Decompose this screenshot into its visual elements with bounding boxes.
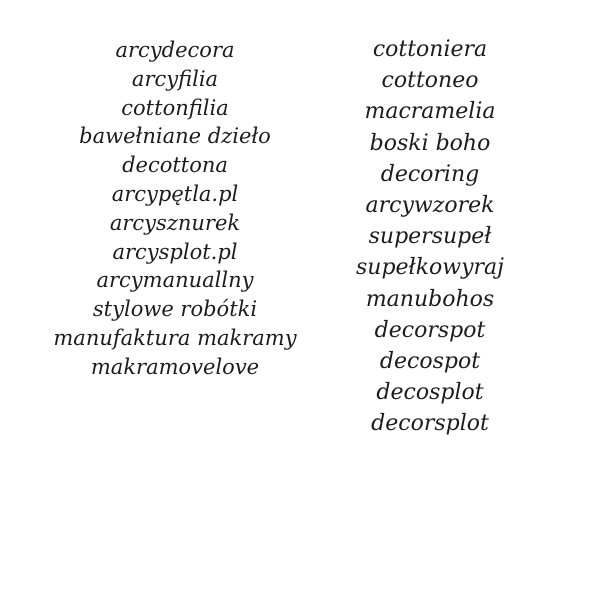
word-item: arcysplot.pl [112, 239, 238, 264]
word-item: manufaktura makramy [53, 325, 297, 350]
word-item: decorspot [374, 317, 486, 343]
word-item: supełkowyraj [356, 255, 504, 281]
word-item: arcywzorek [365, 193, 495, 219]
word-item: cottoneo [381, 68, 479, 94]
word-item: manubohos [365, 286, 495, 312]
word-item: decoring [380, 161, 480, 187]
word-item: cottoniera [372, 37, 488, 62]
word-item: arcymanuallny [96, 268, 254, 293]
word-item: supersupeł [368, 224, 492, 250]
word-item: arcydecora [115, 38, 235, 62]
word-item: boski boho [369, 130, 491, 156]
word-item: stylowe robótki [92, 297, 258, 322]
word-item: cottonfilia [121, 95, 229, 120]
word-item: makramovelove [90, 354, 260, 379]
word-column-left [40, 36, 310, 382]
word-item: arcypętla.pl [111, 181, 239, 206]
word-column-right [310, 34, 550, 440]
word-item: arcyfilia [131, 66, 219, 91]
word-item: decospot [379, 349, 481, 375]
word-item: arcysznurek [109, 210, 241, 235]
word-item: decosplot [376, 380, 484, 406]
word-item: decottona [122, 153, 228, 178]
word-item: macramelia [364, 99, 496, 125]
word-item: bawełniane dzieło [79, 124, 271, 149]
word-item: decorsplot [371, 411, 489, 437]
